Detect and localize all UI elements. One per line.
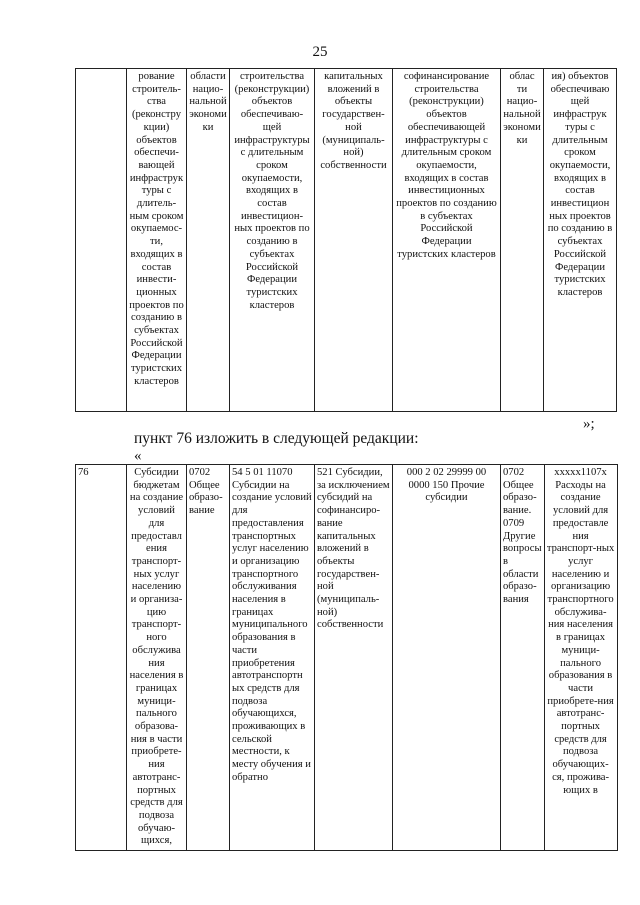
- budget-table-continuation: [75, 68, 617, 412]
- table-cell: 76: [76, 465, 127, 851]
- table-cell: облас ти нацио-нальной экономи ки: [501, 69, 544, 412]
- table-cell: капитальных вложений в объекты государствен-ной (муниципаль-ной) собственности: [315, 69, 393, 412]
- amendment-instruction: пункт 76 изложить в следующей редакции:: [134, 430, 419, 447]
- table-row: [76, 69, 617, 412]
- table-row: [76, 465, 618, 851]
- table-cell: [76, 69, 127, 412]
- page-number: 25: [312, 44, 328, 60]
- table-cell: строительства (реконструкции) объектов обеспечиваю-щей инфраструктуры с длительным сроком окупаемости, входящих в состав инвестицион-ных проектов по созданию в субъектах Российской Федерации туристских кластеров: [230, 69, 315, 412]
- table-cell: области нацио-нальной экономи ки: [187, 69, 230, 412]
- table-cell: 0702 Общее образо-вание: [187, 465, 230, 851]
- table-cell: Субсидии бюджетам на создание условий для предоставл ения транспорт-ных услуг населению и организа-цию транспорт-ного обслужива ния населения в границах муници-пального образова-ния в части приобрете-ния автотранс-портных средств для подвоза обучаю-щихся,: [127, 465, 187, 851]
- table-cell: 000 2 02 29999 00 0000 150 Прочие субсидии: [393, 465, 501, 851]
- closing-quote: »;: [583, 416, 595, 432]
- table-cell: софинансирование строительства (реконструкции) объектов обеспечивающей инфраструктуры с длительным сроком окупаемости, входящих в состав инвестиционных проектов по созданию в субъектах Российской Федерации туристских кластеров: [393, 69, 501, 412]
- table-cell: рование строитель-ства (реконстру кции) объектов обеспечи-вающей инфраструк туры с длитель-ным сроком окупаемос-ти, входящих в состав инвести-ционных проектов по созданию в субъектах Российской Федерации туристских кластеров: [127, 69, 187, 412]
- table-cell: ия) объектов обеспечиваю щей инфраструк туры с длительным сроком окупаемости, входящих в состав инвестицион ных проектов по созданию в субъектах Российской Федерации туристских кластеров: [544, 69, 617, 412]
- table-cell: 0702 Общее образо-вание. 0709 Другие вопросы в области образо-вания: [501, 465, 545, 851]
- table-cell: 521 Субсидии, за исключением субсидий на софинансиро-вание капитальных вложений в объекты государствен-ной (муниципаль-ной) собственности: [315, 465, 393, 851]
- opening-quote: «: [134, 448, 142, 464]
- budget-table-item-76: [75, 464, 618, 851]
- table-cell: xxxxx1107x Расходы на создание условий для предоставле ния транспорт-ных услуг населению и организацию транспортного обслужива-ния населения в границах муници-пального образования в части приобрете-ния автотранс-портных средств для подвоза обучающих-ся, прожива-ющих в: [544, 465, 617, 851]
- table-cell: 54 5 01 11070 Субсидии на создание условий для предоставления транспортных услуг населению и организацию транспортного обслуживания населения в границах муниципального образования в части приобретения автотранспортн ых средств для подвоза обучающихся, проживающих в сельской местности, к месту обучения и обратно: [230, 465, 315, 851]
